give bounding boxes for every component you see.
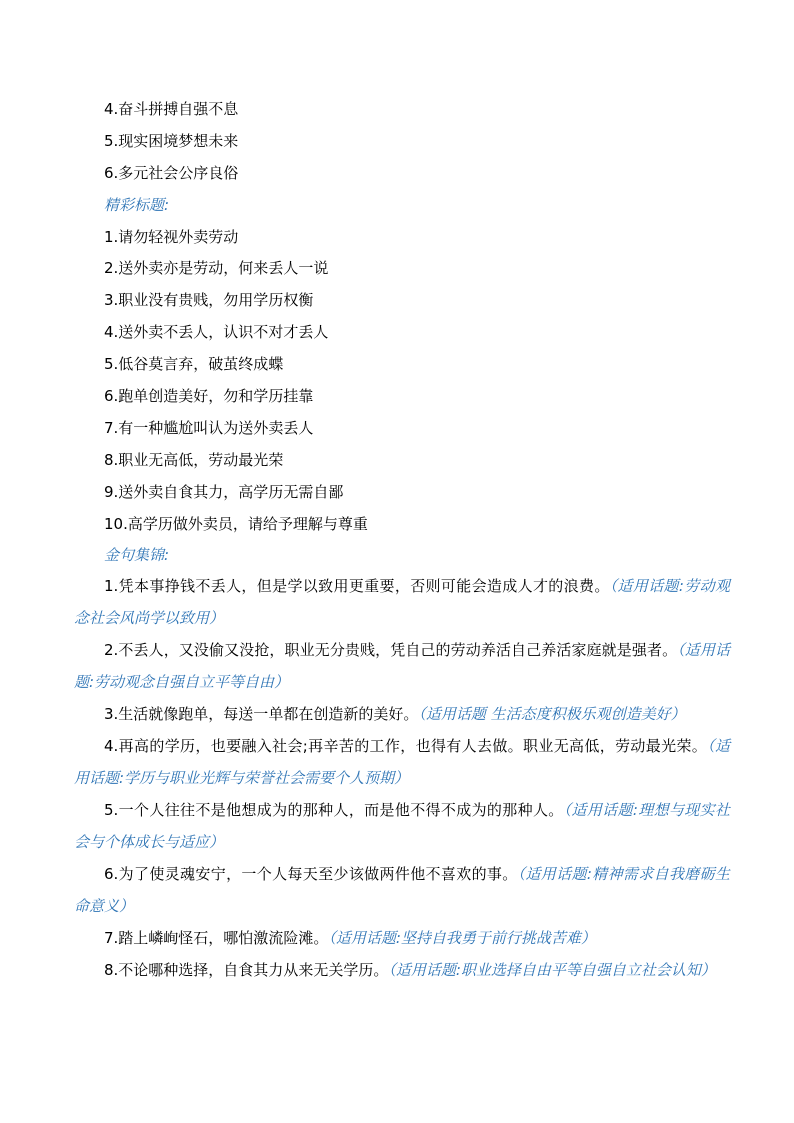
title-item: 6.跑单创造美好，勿和学历挂靠 — [104, 387, 314, 405]
title-item: 2.送外卖亦是劳动，何来丢人一说 — [104, 259, 329, 277]
quote-paragraph — [74, 859, 730, 922]
quote-topic-tag: （适用话题:劳动观念社会风尚学以致用） — [74, 577, 730, 627]
title-item: 7.有一种尴尬叫认为送外卖丢人 — [104, 419, 314, 437]
title-item: 8.职业无高低，劳动最光荣 — [104, 451, 284, 469]
title-item: 1.请勿轻视外卖劳动 — [104, 228, 239, 246]
list-item: 5.现实困境梦想未来 — [104, 132, 239, 150]
quote-paragraph — [74, 699, 730, 731]
section-heading-titles: 精彩标题: — [104, 196, 170, 214]
quote-text: 4.再高的学历，也要融入社会;再辛苦的工作，也得有人去做。职业无高低，劳动最光荣。 — [104, 737, 708, 755]
quote-paragraph — [74, 571, 730, 634]
quote-text: 7.踏上嶙峋怪石，哪怕激流险滩。 — [104, 929, 329, 947]
quote-topic-tag: （适用话题:劳动观念自强自立平等自由） — [74, 641, 730, 691]
list-item: 4.奋斗拼搏自强不息 — [104, 100, 239, 118]
quote-text: 3.生活就像跑单，每送一单都在创造新的美好。 — [104, 705, 419, 723]
title-item: 4.送外卖不丢人，认识不对才丢人 — [104, 323, 329, 341]
quote-text: 6.为了使灵魂安宁，一个人每天至少该做两件他不喜欢的事。 — [104, 865, 518, 883]
title-item: 5.低谷莫言弃，破茧终成蝶 — [104, 355, 284, 373]
quote-paragraph — [74, 635, 730, 698]
quote-topic-tag: （适用话题:学历与职业光辉与荣誉社会需要个人预期） — [74, 737, 730, 787]
quote-paragraph — [74, 795, 730, 858]
quote-paragraph — [74, 731, 730, 794]
quote-text: 2.不丢人，又没偷又没抢，职业无分贵贱，凭自己的劳动养活自己养活家庭就是强者。 — [104, 641, 678, 659]
list-item: 6.多元社会公序良俗 — [104, 164, 239, 182]
quote-topic-tag: （适用话题 生活态度积极乐观创造美好） — [418, 705, 686, 723]
title-item: 3.职业没有贵贱，勿用学历权衡 — [104, 291, 314, 309]
quote-paragraph — [74, 955, 730, 987]
quote-text: 1.凭本事挣钱不丢人，但是学以致用更重要，否则可能会造成人才的浪费。 — [104, 577, 610, 595]
quote-text: 5.一个人往往不是他想成为的那种人，而是他不得不成为的那种人。 — [104, 801, 564, 819]
quote-topic-tag: （适用话题:精神需求自我磨砺生命意义） — [74, 865, 730, 915]
section-heading-quotes: 金句集锦: — [104, 546, 170, 564]
title-item: 9.送外卖自食其力，高学历无需自鄙 — [104, 483, 344, 501]
quote-text: 8.不论哪种选择，自食其力从来无关学历。 — [104, 961, 389, 979]
quote-paragraph — [74, 923, 730, 955]
quote-topic-tag: （适用话题:职业选择自由平等自强自立社会认知） — [388, 961, 716, 979]
quote-topic-tag: （适用话题:坚持自我勇于前行挑战苦难） — [328, 929, 596, 947]
quote-topic-tag: （适用话题:理想与现实社会与个体成长与适应） — [74, 801, 730, 851]
title-item: 10.高学历做外卖员，请给予理解与尊重 — [104, 515, 368, 533]
